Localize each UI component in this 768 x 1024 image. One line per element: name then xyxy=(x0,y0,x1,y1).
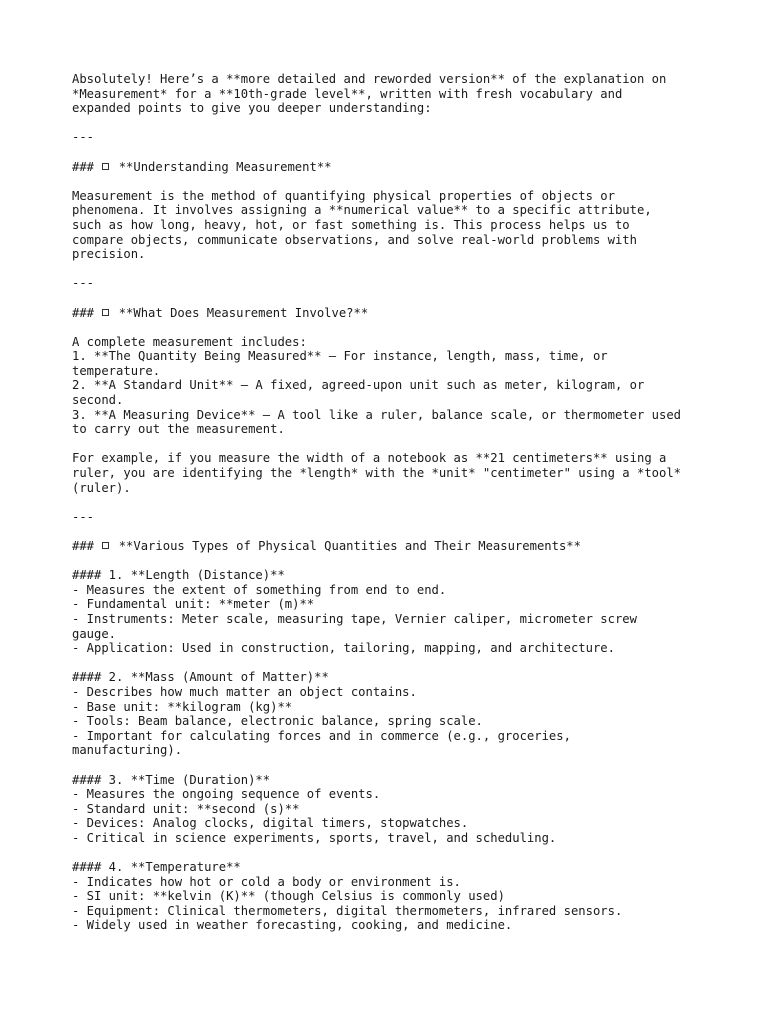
text-line: compare objects, communicate observations, and solve real-world problems with xyxy=(72,232,637,247)
section-time xyxy=(72,773,712,846)
text-line: Absolutely! Here’s a **more detailed and reworded version** of the explanation on xyxy=(72,72,667,86)
list-item: - Fundamental unit: **meter (m)** xyxy=(72,597,315,612)
separator: --- xyxy=(72,509,95,524)
list-item: temperature. xyxy=(72,363,161,378)
document-page xyxy=(72,72,712,933)
list-item: - Application: Used in construction, tailoring, mapping, and architecture. xyxy=(72,641,615,656)
list-item: second. xyxy=(72,393,124,408)
text-line: For example, if you measure the width of a notebook as **21 centimeters** using a xyxy=(72,451,667,466)
list-item: - Important for calculating forces and in commerce (e.g., groceries, xyxy=(72,728,571,743)
heading-text: **What Does Measurement Involve?** xyxy=(118,305,369,320)
example-paragraph xyxy=(72,451,712,495)
intro-paragraph xyxy=(72,72,712,116)
list-item: - Widely used in weather forecasting, cooking, and medicine. xyxy=(72,918,513,933)
subheading: #### 3. **Time (Duration)** xyxy=(72,772,271,787)
list-item: - Standard unit: **second (s)** xyxy=(72,801,300,816)
list-item: - Indicates how hot or cold a body or environment is. xyxy=(72,874,461,889)
heading-text: **Understanding Measurement** xyxy=(118,159,332,174)
list-item: - Base unit: **kilogram (kg)** xyxy=(72,699,293,714)
text-line: expanded points to give you deeper understanding: xyxy=(72,101,432,116)
list-item: - Measures the extent of something from end to end. xyxy=(72,582,447,597)
list-item: to carry out the measurement. xyxy=(72,422,285,437)
list-item: - Critical in science experiments, sports, travel, and scheduling. xyxy=(72,830,557,845)
subheading: #### 4. **Temperature** xyxy=(72,860,241,875)
text-line: Measurement is the method of quantifying physical properties of objects or xyxy=(72,188,615,203)
section-temperature xyxy=(72,860,712,933)
separator: --- xyxy=(72,130,95,145)
heading-prefix: ### xyxy=(72,305,95,320)
list-item: - Measures the ongoing sequence of events. xyxy=(72,787,381,802)
heading-prefix: ### xyxy=(72,539,95,553)
section-mass xyxy=(72,670,712,758)
heading-measurement-involve xyxy=(72,306,712,321)
subheading: #### 2. **Mass (Amount of Matter)** xyxy=(72,670,329,685)
definition-paragraph xyxy=(72,189,712,262)
text-line: such as how long, heavy, hot, or fast something is. This process helps us to xyxy=(72,217,630,232)
heading-physical-quantities xyxy=(72,539,712,554)
missing-glyph-icon xyxy=(102,542,109,549)
subheading: #### 1. **Length (Distance)** xyxy=(72,568,285,583)
heading-understanding-measurement xyxy=(72,160,712,175)
heading-text: **Various Types of Physical Quantities and Their Measurements** xyxy=(118,539,581,553)
text-line: (ruler). xyxy=(72,480,131,495)
text-line: ruler, you are identifying the *length* with the *unit* "centimeter" using a *tool* xyxy=(72,466,682,481)
list-item: - Describes how much matter an object contains. xyxy=(72,684,417,699)
list-item: 3. **A Measuring Device** – A tool like a ruler, balance scale, or thermometer used xyxy=(72,407,682,422)
text-line: A complete measurement includes: xyxy=(72,334,307,349)
list-item: manufacturing). xyxy=(72,743,183,758)
components-list xyxy=(72,335,712,437)
list-item: 2. **A Standard Unit** – A fixed, agreed-upon unit such as meter, kilogram, or xyxy=(72,378,645,393)
list-item: gauge. xyxy=(72,626,117,641)
text-line: precision. xyxy=(72,247,146,262)
text-line: *Measurement* for a **10th-grade level**, written with fresh vocabulary and xyxy=(72,86,623,101)
list-item: - Tools: Beam balance, electronic balance, spring scale. xyxy=(72,714,483,729)
missing-glyph-icon xyxy=(102,309,109,316)
list-item: - Instruments: Meter scale, measuring tape, Vernier caliper, micrometer screw xyxy=(72,611,637,626)
heading-prefix: ### xyxy=(72,159,95,174)
list-item: - Devices: Analog clocks, digital timers, stopwatches. xyxy=(72,816,469,831)
section-length xyxy=(72,568,712,656)
list-item: - SI unit: **kelvin (K)** (though Celsius is commonly used) xyxy=(72,889,505,904)
list-item: 1. **The Quantity Being Measured** – For instance, length, mass, time, or xyxy=(72,349,608,364)
list-item: - Equipment: Clinical thermometers, digital thermometers, infrared sensors. xyxy=(72,903,623,918)
text-line: phenomena. It involves assigning a **numerical value** to a specific attribute, xyxy=(72,203,652,218)
missing-glyph-icon xyxy=(102,163,109,170)
separator: --- xyxy=(72,276,95,291)
